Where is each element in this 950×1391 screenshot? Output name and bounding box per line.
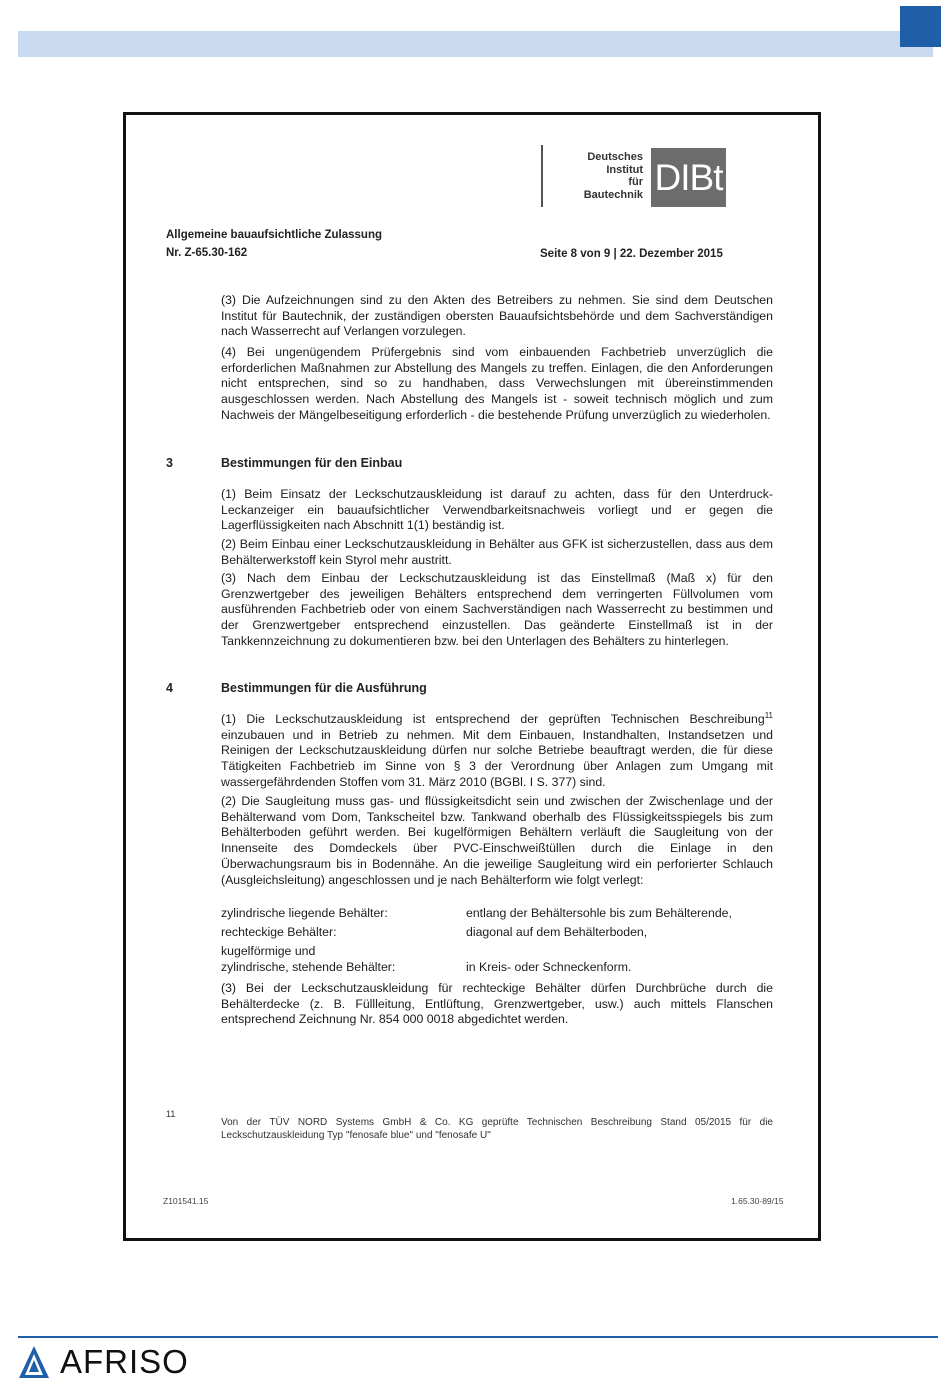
table-cell-right: entlang der Behältersohle bis zum Behälterende, — [466, 906, 732, 920]
table-cell-left: zylindrische liegende Behälter: — [221, 906, 388, 920]
dibt-institute-name — [563, 151, 643, 201]
afriso-logo-icon — [18, 1345, 50, 1379]
footnote-text: Von der TÜV NORD Systems GmbH & Co. KG geprüfte Technischen Beschreibung Stand 05/2015 für die Leckschutzauskleidung Typ "fenosafe blue" und "fenosafe U" — [221, 1117, 773, 1141]
paragraph-4-2: (2) Die Saugleitung muss gas- und flüssigkeitsdicht sein und zwischen der Zwischenlage und der Behälterwand vom Dom, Tankscheitel bzw. Tankwand oberhalb des Flüssigkeitsspiegels bis zum Behälterboden geführt werden. Bei kugelförmigen Behältern verläuft die Saugleitung von der Innenseite des Domdeckels über PVC-Einschweißtüllen durch die Einlage in den Überwachungsraum bis in Bodennähe. An die jeweilige Saugleitung wird ein perforierter Schlauch (Ausgleichsleitung) angeschlossen und je nach Behälterform wie folgt verlegt: — [221, 794, 773, 887]
paragraph-2-4: (4) Bei ungenügendem Prüfergebnis sind vom einbauenden Fachbetrieb unverzüglich die erforderlichen Maßnahmen zur Abstellung des Mangels zu treffen. Einlagen, die den Anforderungen nicht entsprechen, sind so zu handhaben, dass Verwechslungen mit übereinstimmenden ausgeschlossen werden. Nach Abstellung des Mangels ist - soweit technisch möglich und zum Nachweis der Mängelbeseitigung erforderlich - die bestehende Prüfung unverzüglich zu wiederholen. — [221, 345, 773, 422]
table-cell-right: diagonal auf dem Behälterboden, — [466, 925, 648, 939]
dibt-logo — [541, 145, 726, 207]
footnote-number: 11 — [166, 1109, 176, 1119]
paragraph-3-2: (2) Beim Einbau einer Leckschutzauskleidung in Behälter aus GFK ist sicherzustellen, dass aus dem Behälterwerkstoff kein Styrol mehr austritt. — [221, 537, 773, 567]
dibt-divider — [541, 145, 543, 207]
paragraph-4-3: (3) Bei der Leckschutzauskleidung für rechteckige Behälter dürfen Durchbrüche durch die Behälterdecke (z. B. Füllleitung, Entlüftung, Grenzwertgeber, usw.) auch mittels Flanschen entsprechend Zeichnung Nr. 854 000 0018 abgedichtet werden. — [221, 981, 773, 1027]
table-cell-right: in Kreis- oder Schneckenform. — [466, 960, 632, 974]
table-cell-left: kugelförmige und — [221, 944, 316, 958]
dibt-logo-box: DIBt — [651, 148, 726, 207]
footnote-ref: 11 — [764, 710, 773, 720]
paragraph-3-3: (3) Nach dem Einbau der Leckschutzauskleidung ist das Einstellmaß (Maß x) für den Grenzwertgeber des jeweiligen Behälters entsprechend dem verringerten Füllvolumen vom ausführenden Fachbetrieb oder von einem Sachverständigen nach Wasserrecht zu bestimmen und der Grenzwertgeber entsprechend einzustellen. Das geänderte Einstellmaß ist in der Tankkennzeichnung zu dokumentieren bzw. bei den Unterlagen des Behälters zu hinterlegen. — [221, 571, 773, 648]
section-3-number: 3 — [166, 456, 173, 470]
page-info: Seite 8 von 9 | 22. Dezember 2015 — [540, 248, 723, 260]
table-cell-left: zylindrische, stehende Behälter: — [221, 960, 396, 974]
document-scan — [123, 112, 821, 1241]
dibt-word: für — [628, 176, 643, 188]
document-reference-right: 1.65.30-89/15 — [731, 1196, 784, 1206]
document-title: Allgemeine bauaufsichtliche Zulassung — [166, 229, 382, 241]
table-cell-left: rechteckige Behälter: — [221, 925, 337, 939]
paragraph-2-3: (3) Die Aufzeichnungen sind zu den Akten des Betreibers zu nehmen. Sie sind dem Deutschen Institut für Bautechnik, der zuständigen obersten Bauaufsichtsbehörde und dem Sachverständigen nach Wasserrecht auf Verlangen vorzulegen. — [221, 293, 773, 339]
paragraph-3-1: (1) Beim Einsatz der Leckschutzauskleidung ist darauf zu achten, dass für den Unterdruck-Leckanzeiger ein bauaufsichtlicher Verwendbarkeitsnachweis vorliegt und er gegen die Lagerflüssigkeiten nach Abschnitt 1(1) beständig ist. — [221, 487, 773, 533]
afriso-brand: AFRISO — [60, 1343, 189, 1380]
document-reference-left: Z101541.15 — [163, 1196, 209, 1206]
paragraph-4-1-text: (1) Die Leckschutzauskleidung ist entsprechend der geprüften Technischen Beschreibung — [221, 712, 765, 726]
document-number: Nr. Z-65.30-162 — [166, 247, 248, 259]
section-3-title: Bestimmungen für den Einbau — [221, 456, 403, 470]
header-band — [18, 31, 933, 57]
dibt-word: Deutsches — [587, 151, 643, 163]
dibt-word: Bautechnik — [583, 188, 643, 201]
header-blue-square — [900, 6, 941, 47]
footer-rule — [18, 1336, 938, 1338]
paragraph-4-1 — [221, 712, 773, 791]
section-4-title: Bestimmungen für die Ausführung — [221, 681, 427, 695]
section-4-number: 4 — [166, 681, 173, 695]
paragraph-4-1-text-cont: einzubauen und in Betrieb zu nehmen. Mit dem Einbauen, Instandhalten, Instandsetzen und Reinigen der Leckschutzauskleidung dürfen nur solche Betriebe beauftragt werden, die für diese Tätigkeiten Fachbetrieb im Sinne von § 3 der Verordnung über Anlagen zum Umgang mit wassergefährdenden Stoffen vom 31. März 2010 (BGBl. I S. 377) sind. — [221, 727, 773, 789]
dibt-word: Institut — [606, 163, 643, 176]
